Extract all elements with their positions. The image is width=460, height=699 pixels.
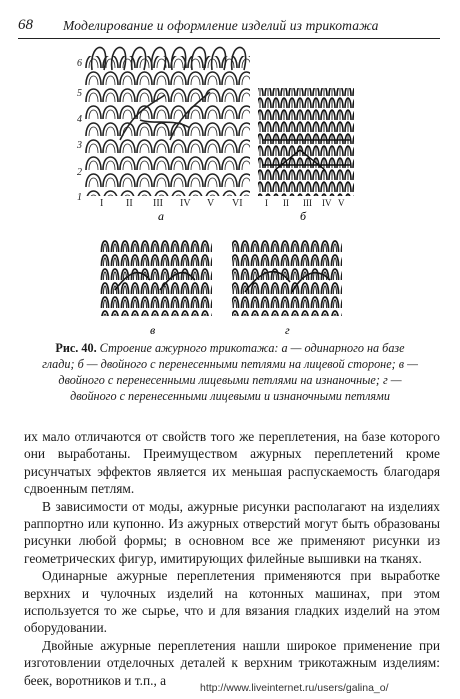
paragraph: их мало отличаются от свойств того же переплетения, на базе которого они выработаны. Преимуществом ажурных переплетений кроме рисунчатых эффектов является их меньшая распускаемость благодаря сдвоенным петлям. [24, 429, 440, 497]
panel-label: в [150, 323, 156, 337]
column-label: VI [232, 198, 243, 209]
column-label: I [100, 198, 104, 209]
row-label: 6 [77, 58, 82, 69]
figure-40 [0, 0, 460, 340]
row-label: 5 [77, 88, 82, 99]
row-label: 3 [77, 140, 82, 151]
svg-text:II: II [283, 198, 289, 208]
panel-label: а [158, 209, 164, 223]
page-number: 68 [18, 17, 33, 33]
figure-panel-v [100, 238, 212, 337]
panel-label: б [300, 209, 307, 223]
knitting-structure-illustration [0, 0, 460, 340]
figure-caption [40, 340, 420, 404]
column-label: III [153, 198, 163, 209]
svg-text:III: III [303, 198, 312, 208]
figure-panel-g [232, 238, 342, 337]
svg-text:IV: IV [322, 198, 332, 208]
body-text [24, 428, 440, 689]
paragraph: Двойные ажурные переплетения нашли широкое применение при изготовлении отделочных деталей к верхним трикотажным изделиям: беек, воротников и т.п., а [24, 637, 440, 688]
paragraph: В зависимости от моды, ажурные рисунки располагают на изделиях раппортно или купонно. Из ажурных отверстий могут быть образованы рисунки любой формы; в основном все же применяют рисунки из геометрических фигур, имитирующих филейные вышивки на тканях. [24, 498, 440, 566]
row-label: 4 [77, 114, 82, 125]
svg-text:V: V [338, 198, 345, 208]
column-label: II [126, 198, 133, 209]
column-label: IV [180, 198, 191, 209]
panel-label: г [285, 323, 290, 337]
row-label: 1 [77, 192, 82, 203]
figure-caption-label: Рис. 40. [55, 341, 97, 355]
running-title: Моделирование и оформление изделий из трикотажа [63, 18, 379, 33]
row-label: 2 [77, 167, 82, 178]
figure-panel-a [76, 47, 250, 223]
figure-caption-text: Строение ажурного трикотажа: а — одинарного на базе глади; б — двойного с перенесенными петлями на лицевой стороне; в — двойного с перенесенными лицевыми петлями на изнаночные; г — двойного с перенесенными лицевыми и изнаночными петлями [42, 341, 418, 403]
figure-panel-b [258, 88, 354, 223]
watermark-url: http://www.liveinternet.ru/users/galina_o/ [200, 682, 389, 694]
paragraph: Одинарные ажурные переплетения применяются при выработке верхних и чулочных изделий на котонных машинах, при этом используется то же сырье, что и для вязания гладких изделий на этом оборудовании. [24, 568, 440, 636]
svg-text:I: I [265, 198, 268, 208]
column-label: V [207, 198, 215, 209]
